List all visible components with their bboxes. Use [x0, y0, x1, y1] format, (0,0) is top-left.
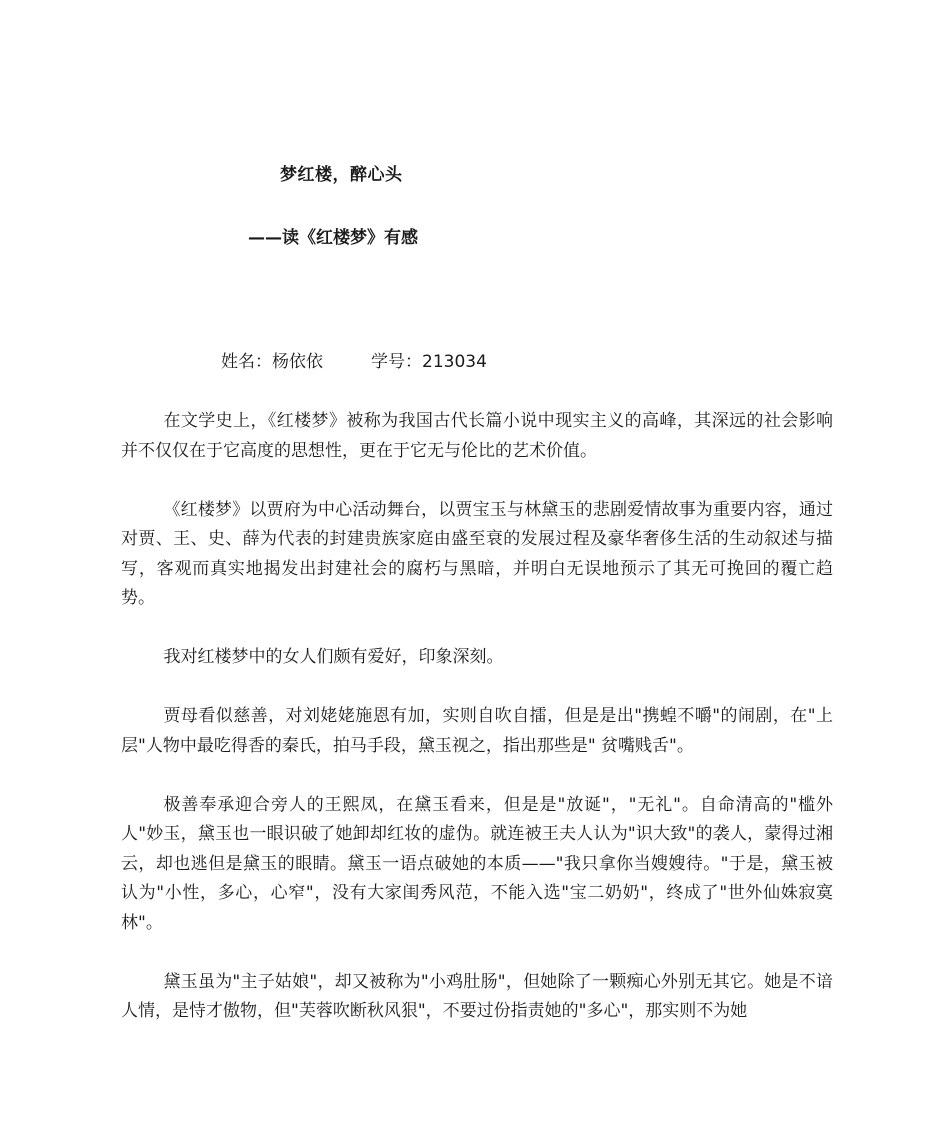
author-name: 姓名：杨依依: [221, 352, 323, 372]
paragraph: 在文学史上，《红楼梦》被称为我国古代长篇小说中现实主义的高峰，其深远的社会影响并不仅仅在于它高度的思想性，更在于它无与伦比的艺术价值。: [121, 411, 833, 461]
author-info: [221, 347, 487, 372]
document-subtitle: ——读《红楼梦》有感: [248, 228, 418, 248]
paragraph: 极善奉承迎合旁人的王熙凤，在黛玉看来，但是是"放诞"，"无礼"。自命清高的"槛外人"妙玉，黛玉也一眼识破了她卸却红妆的虚伪。就连被王夫人认为"识大致"的袭人，蒙得过湘云，却也逃但是黛玉的眼睛。黛玉一语点破她的本质——"我只拿你当嫂嫂待。"于是，黛玉被认为"小性，多心，心窄"，没有大家闺秀风范，不能入选"宝二奶奶"，终成了"世外仙姝寂寞林"。: [121, 794, 833, 933]
paragraph: 我对红楼梦中的女人们颇有爱好，印象深刻。: [163, 647, 504, 667]
student-id: 学号：213034: [371, 352, 487, 372]
document-body: [121, 407, 833, 1056]
document-title: 梦红楼，醉心头: [280, 165, 403, 185]
paragraph: 黛玉虽为"主子姑娘"，却又被称为"小鸡肚肠"，但她除了一颗痴心外别无其它。她是不谙人情，是恃才傲物，但"芙蓉吹断秋风狠"，不要过份指责她的"多心"，那实则不为她: [121, 971, 833, 1021]
paragraph: 贾母看似慈善，对刘姥姥施恩有加，实则自吹自擂，但是是出"携蝗不嚼"的闹剧，在"上层"人物中最吃得香的秦氏，拍马手段，黛玉视之，指出那些是" 贫嘴贱舌"。: [121, 706, 833, 756]
paragraph: 《红楼梦》以贾府为中心活动舞台，以贾宝玉与林黛玉的悲剧爱情故事为重要内容，通过对贾、王、史、薛为代表的封建贵族家庭由盛至衰的发展过程及豪华奢侈生活的生动叙述与描写，客观而真实地揭发出封建社会的腐朽与黑暗，并明白无误地预示了其无可挽回的覆亡趋势。: [121, 499, 833, 608]
